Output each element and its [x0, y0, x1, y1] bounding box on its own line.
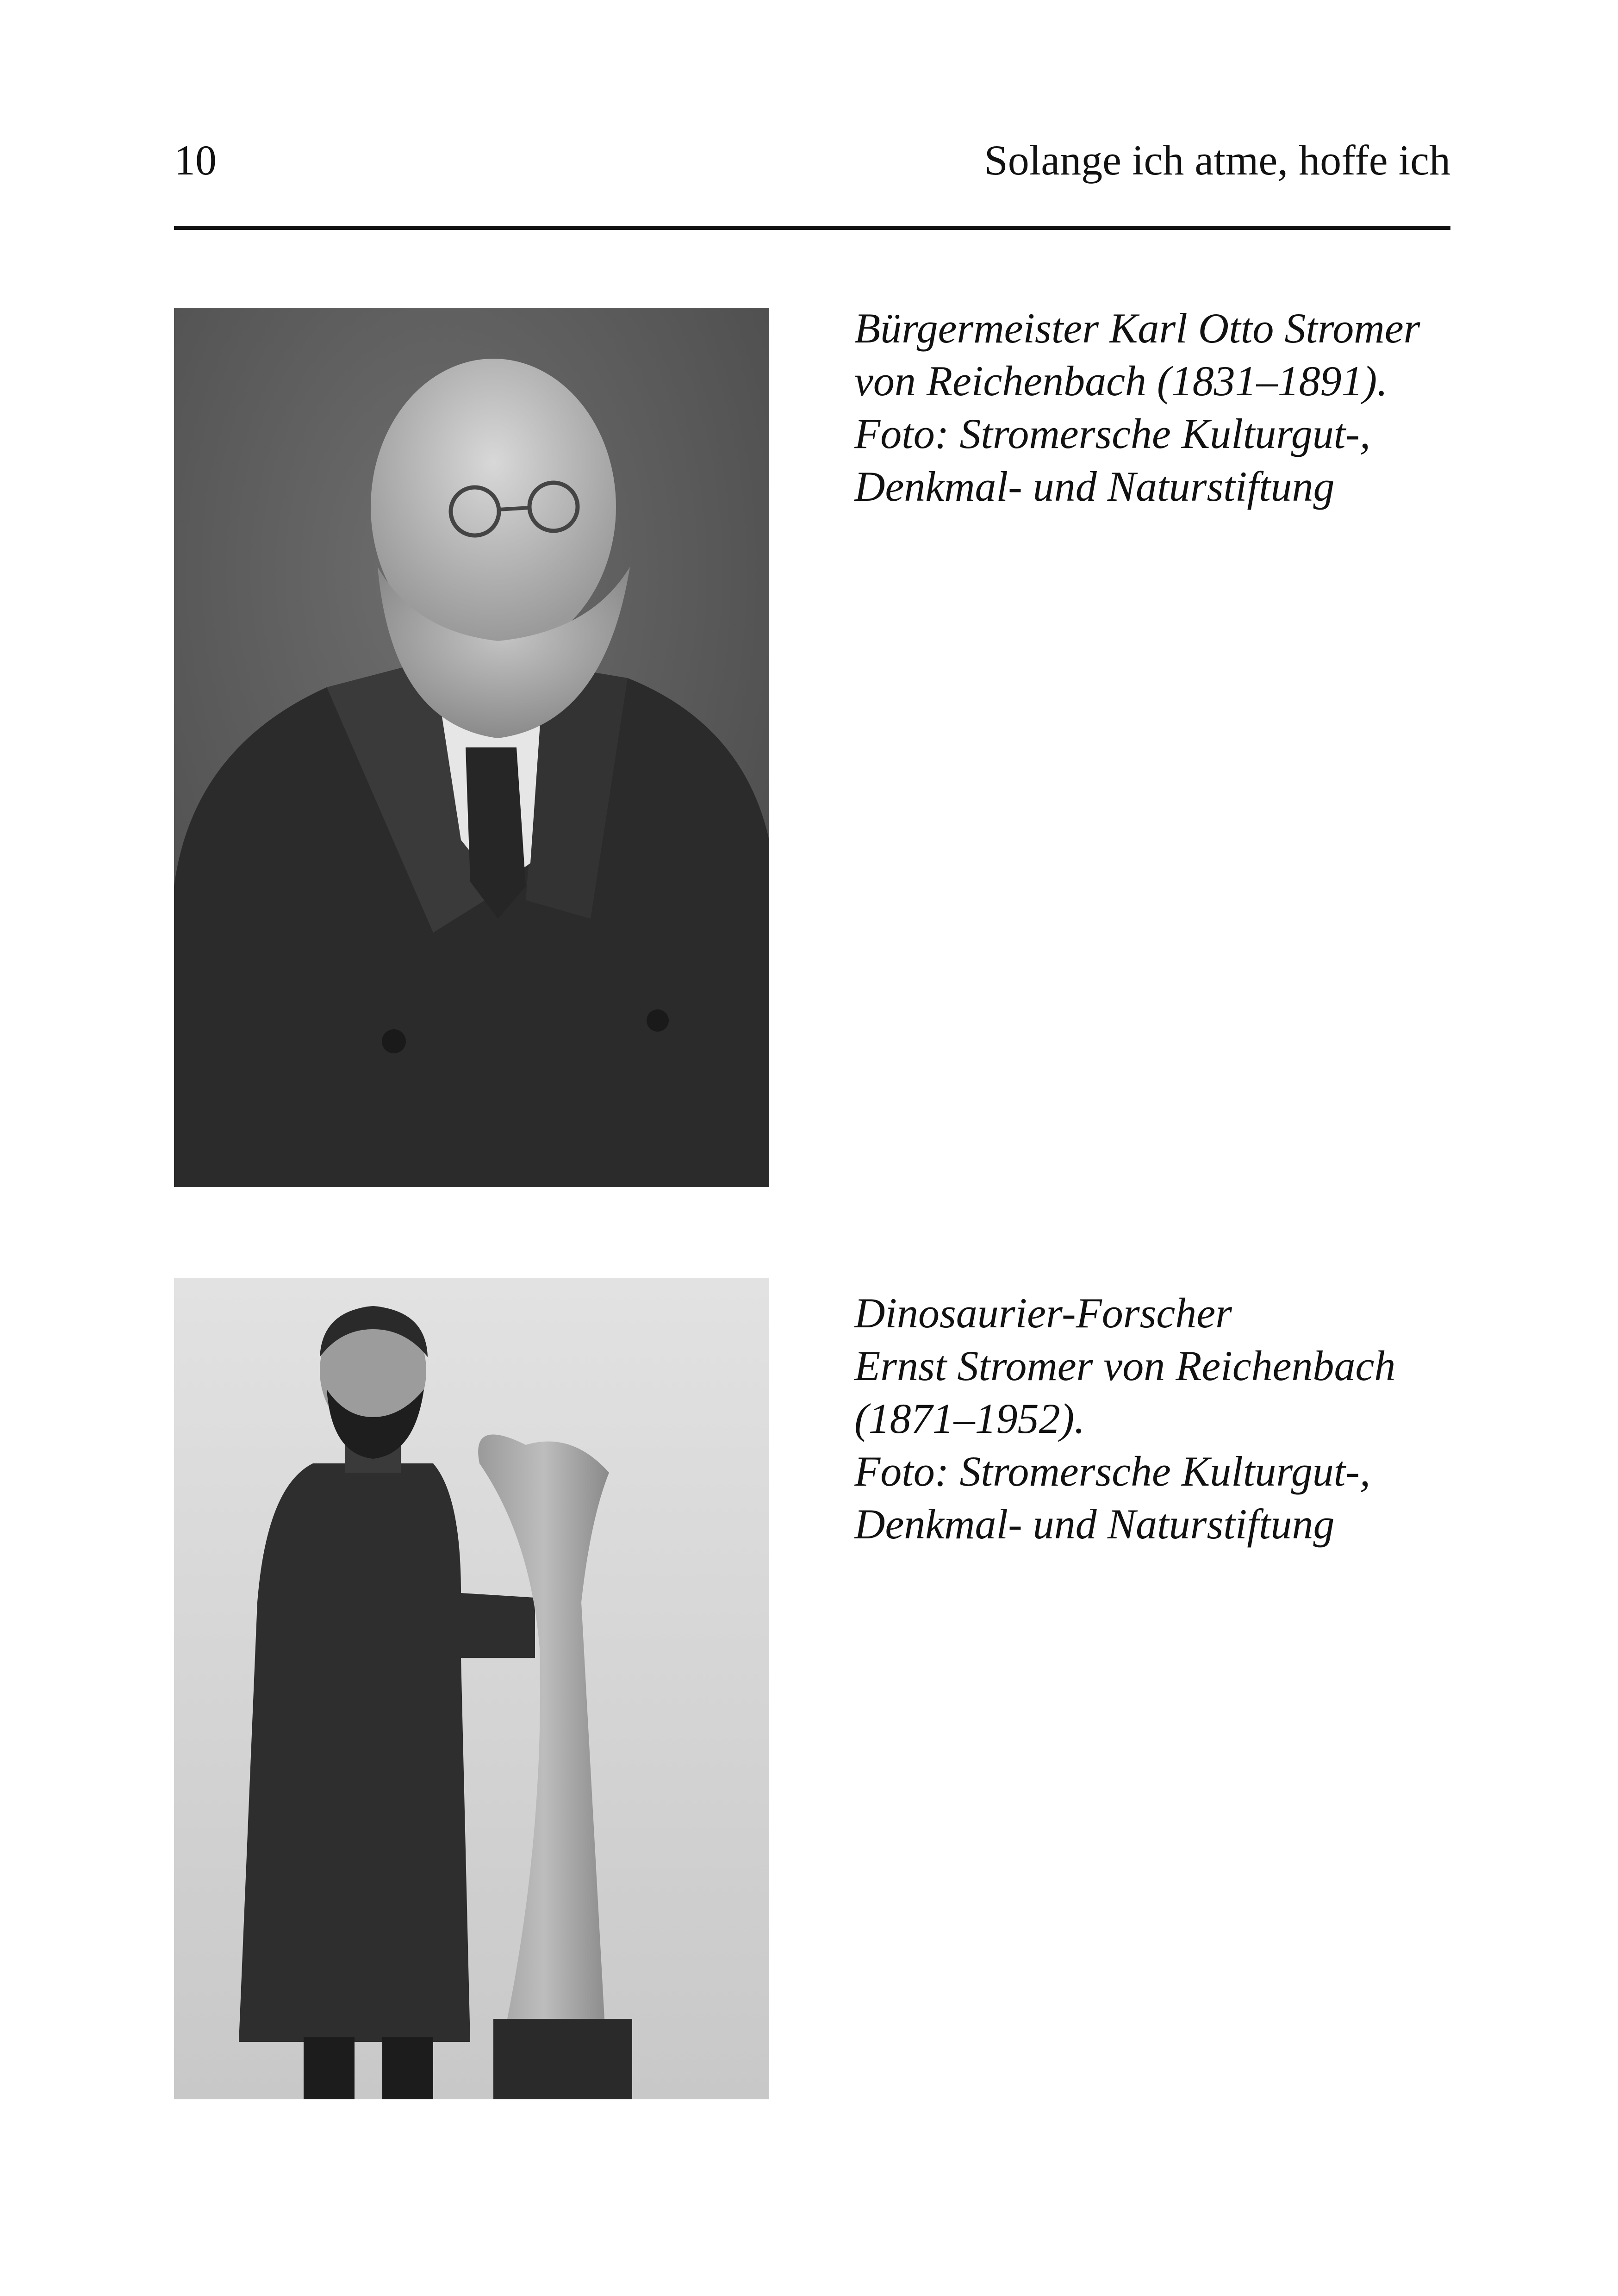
caption-line: Denkmal- und Naturstiftung	[854, 463, 1335, 510]
caption-line: Foto: Stromersche Kulturgut-,	[854, 410, 1370, 457]
portrait-photo-karl-otto-stromer	[174, 308, 769, 1187]
photo-ernst-stromer-with-bone	[174, 1278, 769, 2099]
caption-line: Ernst Stromer von Reichenbach	[854, 1342, 1396, 1389]
page-number: 10	[174, 137, 217, 184]
caption-line: von Reichenbach (1831–1891).	[854, 357, 1388, 404]
caption-line: Foto: Stromersche Kulturgut-,	[854, 1448, 1370, 1495]
photo-caption	[854, 302, 1420, 513]
running-title: Solange ich atme, hoffe ich	[984, 137, 1450, 184]
caption-line: Bürgermeister Karl Otto Stromer	[854, 305, 1420, 352]
photo-caption	[854, 1287, 1395, 1550]
caption-line: Denkmal- und Naturstiftung	[854, 1500, 1335, 1548]
caption-line: Dinosaurier-Forscher	[854, 1289, 1232, 1337]
caption-line: (1871–1952).	[854, 1395, 1085, 1442]
header-rule	[174, 226, 1450, 230]
